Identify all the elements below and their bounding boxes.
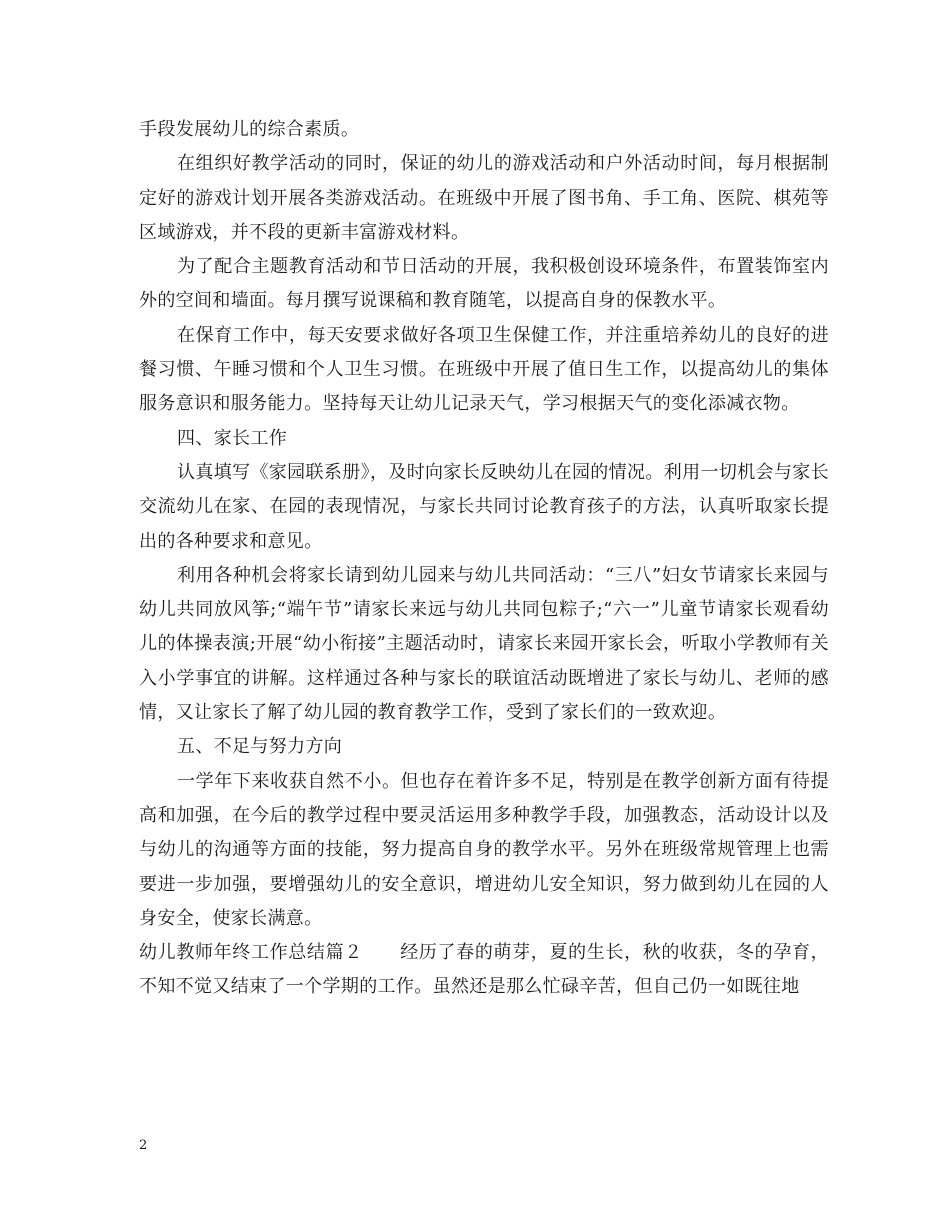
paragraph-parent-contact: 认真填写《家园联系册》，及时向家长反映幼儿在园的情况。利用一切机会与家长交流幼儿在家、在园的表现情况，与家长共同讨论教育孩子的方法，认真听取家长提出的各种要求和意见。 [139, 461, 829, 552]
document-body [139, 113, 829, 1005]
paragraph-care-work: 在保育工作中，每天安要求做好各项卫生保健工作，并注重培养幼儿的良好的进餐习惯、午睡习惯和个人卫生习惯。在班级中开展了值日生工作，以提高幼儿的集体服务意识和服务能力。坚持每天让幼儿记录天气，学习根据天气的变化添减衣物。 [139, 324, 829, 415]
paragraph-summary-part2: 幼儿教师年终工作总结篇２ 经历了春的萌芽，夏的生长，秋的收获，冬的孕育，不知不觉又结束了一个学期的工作。虽然还是那么忙碌辛苦，但自己仍一如既往地 [139, 942, 829, 998]
paragraph-games: 在组织好教学活动的同时，保证的幼儿的游戏活动和户外活动时间，每月根据制定好的游戏计划开展各类游戏活动。在班级中开展了图书角、手工角、医院、棋苑等区域游戏，并不段的更新丰富游戏材料。 [139, 153, 829, 243]
section-heading-improvement: 五、不足与努力方向 [177, 736, 343, 758]
paragraph-continuation: 手段发展幼儿的综合素质。 [139, 119, 360, 140]
section-heading-parent-work: 四、家长工作 [177, 427, 288, 449]
paragraph-environment: 为了配合主题教育活动和节日活动的开展，我积极创设环境条件，布置装饰室内外的空间和墙面。每月撰写说课稿和教育随笔，以提高自身的保教水平。 [139, 256, 829, 312]
paragraph-shortcomings: 一学年下来收获自然不小。但也存在着许多不足，特别是在教学创新方面有待提高和加强，在今后的教学过程中要灵活运用多种教学手段，加强教态，活动设计以及与幼儿的沟通等方面的技能，努力提高自身的教学水平。另外在班级常规管理上也需要进一步加强，要增强幼儿的安全意识，增进幼儿安全知识，努力做到幼儿在园的人身安全，使家长满意。 [139, 770, 829, 929]
page-number: 2 [139, 1138, 148, 1153]
paragraph-parent-activities: 利用各种机会将家长请到幼儿园来与幼儿共同活动：“三八”妇女节请家长来园与幼儿共同放风筝;“端午节”请家长来远与幼儿共同包粽子;“六一”儿童节请家长观看幼儿的体操表演;开展“幼小衔接”主题活动时，请家长来园开家长会，听取小学教师有关入小学事宜的讲解。这样通过各种与家长的联谊活动既增进了家长与幼儿、老师的感情，又让家长了解了幼儿园的教育教学工作，受到了家长们的一致欢迎。 [139, 564, 829, 724]
